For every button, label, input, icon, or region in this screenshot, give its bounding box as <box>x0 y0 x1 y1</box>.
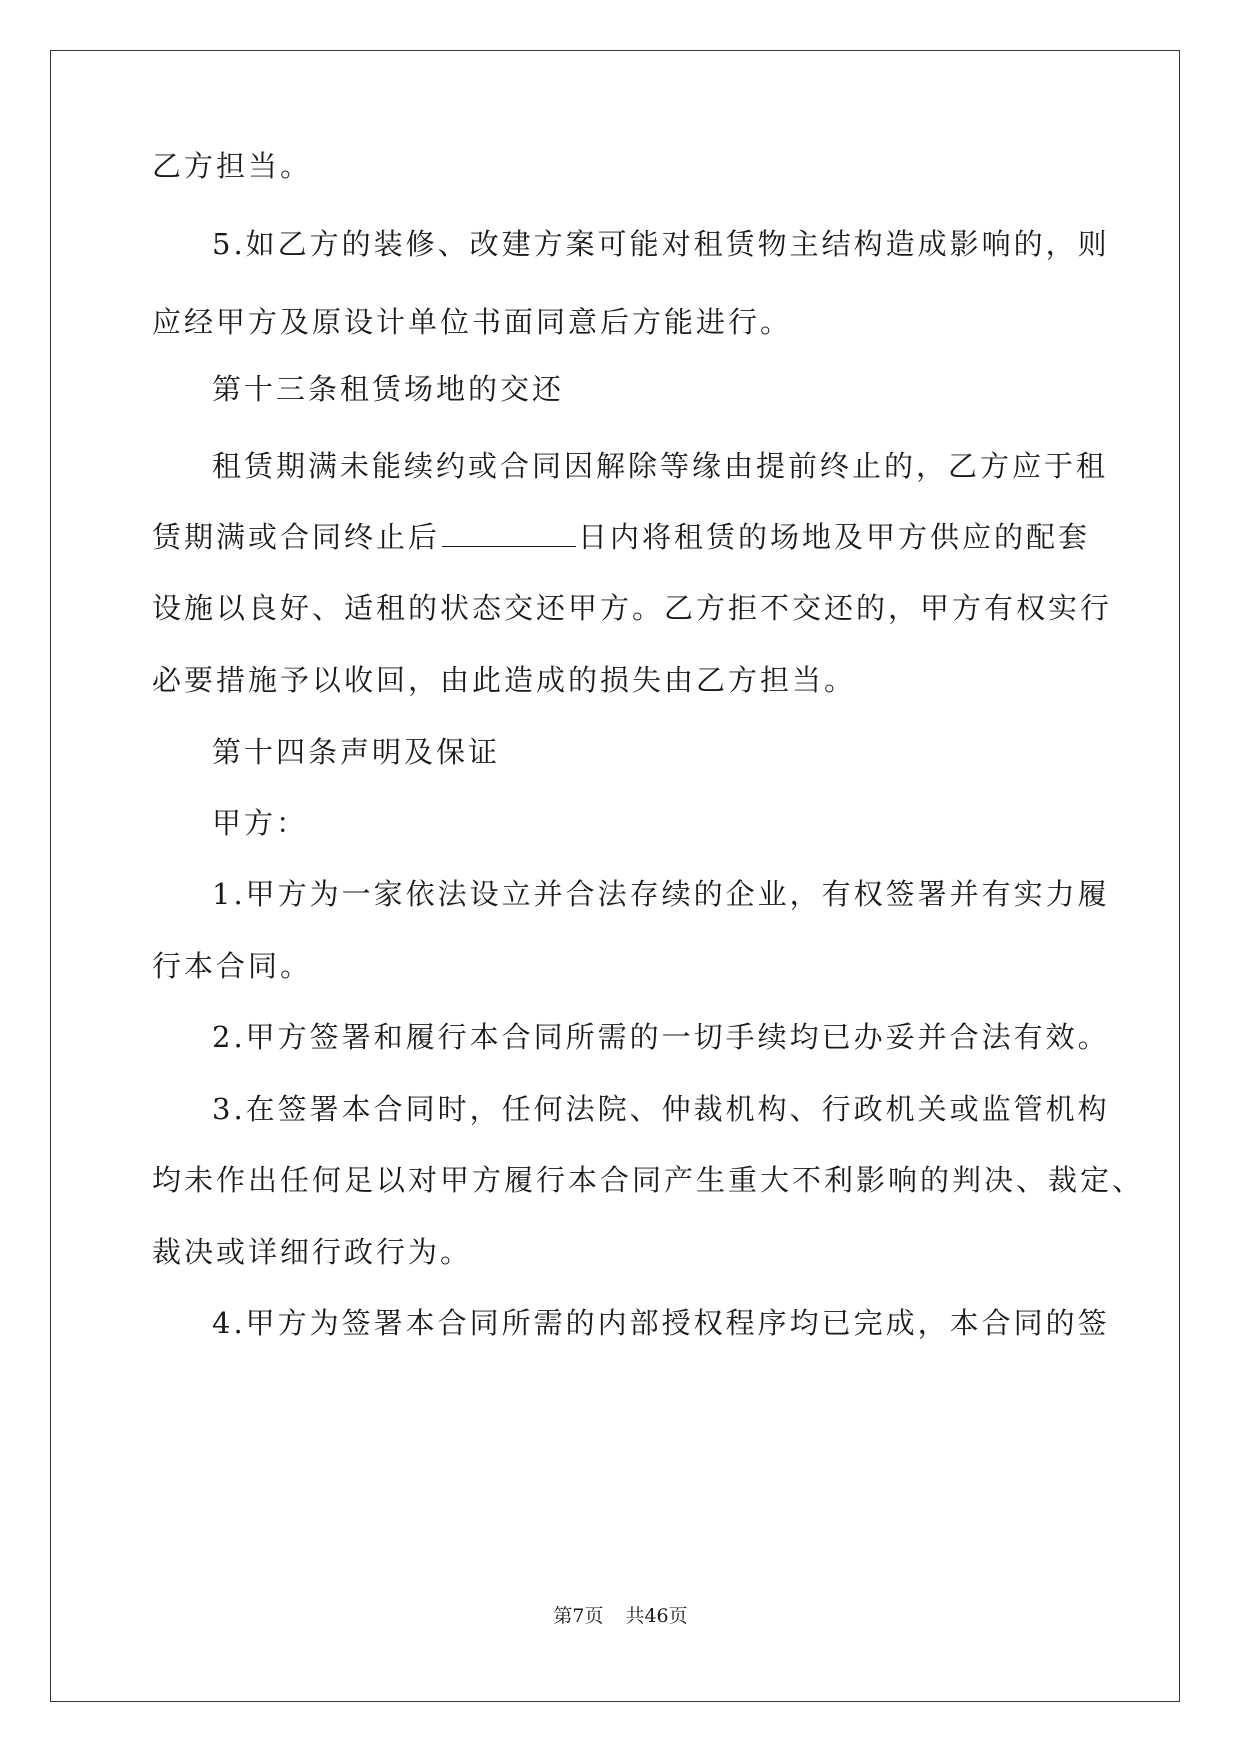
blank-line-before: 赁期满或合同终止后 <box>152 520 441 554</box>
body-line-11: 1.甲方为一家依法设立并合法存续的企业，有权签署并有实力履 <box>212 877 1110 911</box>
body-line-15: 均未作出任何足以对甲方履行本合同产生重大不利影响的判决、裁定、 <box>152 1163 1145 1197</box>
body-line-2: 5.如乙方的装修、改建方案可能对租赁物主结构造成影响的，则 <box>212 227 1110 261</box>
body-line-16: 裁决或详细行政行为。 <box>152 1235 473 1269</box>
body-line-3: 应经甲方及原设计单位书面同意后方能进行。 <box>152 305 793 339</box>
page-number: 第7页 <box>553 1605 604 1627</box>
body-line-13: 2.甲方签署和履行本合同所需的一切手续均已办妥并合法有效。 <box>212 1020 1110 1054</box>
body-line-6 <box>152 517 1090 557</box>
body-line-14: 3.在签署本合同时，任何法院、仲裁机构、行政机关或监管机构 <box>212 1092 1110 1126</box>
body-line-17: 4.甲方为签署本合同所需的内部授权程序均已完成，本合同的签 <box>212 1306 1110 1340</box>
section-heading-13: 第十三条租赁场地的交还 <box>212 372 565 406</box>
section-heading-14: 第十四条声明及保证 <box>212 735 501 769</box>
party-a-label: 甲方： <box>212 806 309 840</box>
body-line-1: 乙方担当。 <box>152 149 313 183</box>
body-line-12: 行本合同。 <box>152 949 313 983</box>
page-footer <box>0 1604 1241 1628</box>
body-line-5: 租赁期满未能续约或合同因解除等缘由提前终止的，乙方应于租 <box>212 449 1109 483</box>
body-line-8: 必要措施予以收回，由此造成的损失由乙方担当。 <box>152 663 857 697</box>
fill-in-blank <box>442 520 576 547</box>
body-line-7: 设施以良好、适租的状态交还甲方。乙方拒不交还的，甲方有权实行 <box>152 591 1113 625</box>
blank-line-after: 日内将租赁的场地及甲方供应的配套 <box>578 520 1091 554</box>
page-total: 共46页 <box>625 1605 688 1627</box>
